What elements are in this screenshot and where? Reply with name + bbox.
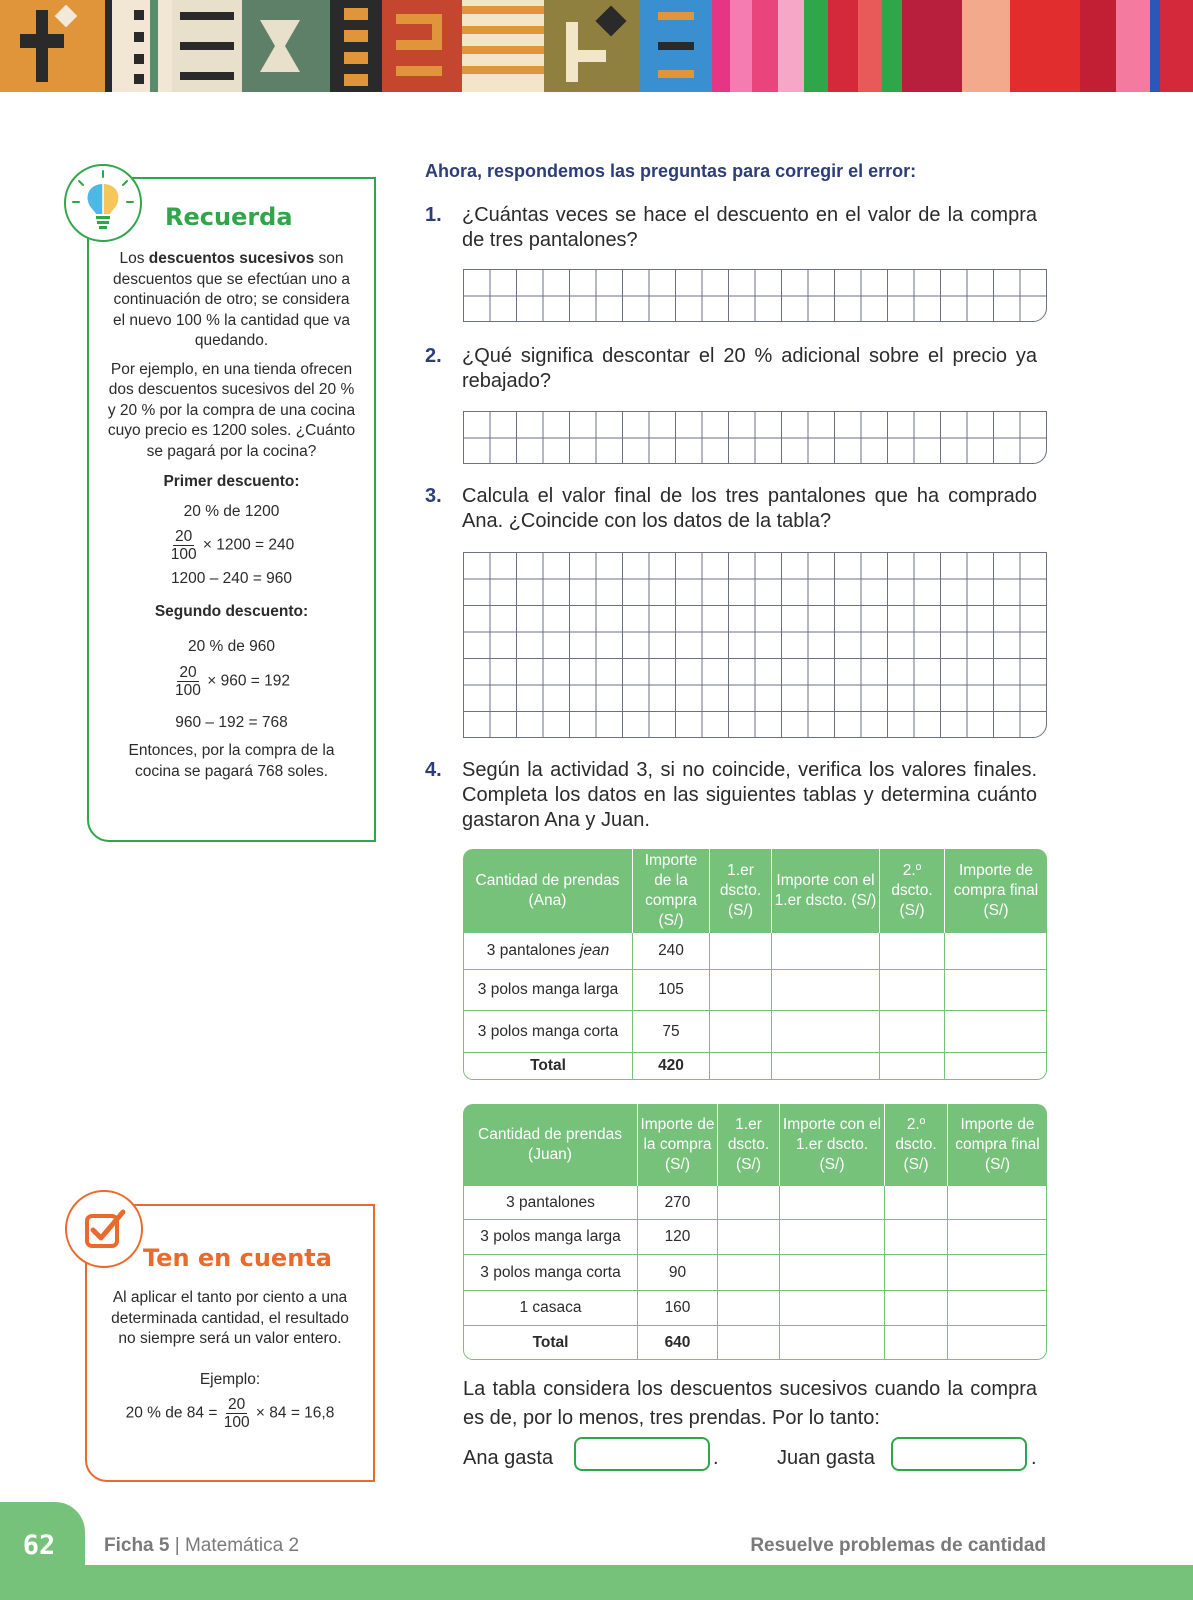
- second-discount-result: 960 – 192 = 768: [175, 713, 288, 731]
- example-calc: 20 % de 84 = $\frac{20}{100}$ × 84 = 16,8: [125, 1396, 335, 1431]
- footer-ficha: Ficha 5 | Matemática 2: [104, 1535, 300, 1556]
- blank-cell[interactable]: [948, 1186, 1047, 1220]
- blank-cell[interactable]: [945, 1053, 1047, 1080]
- ana-amount: 75: [633, 1011, 710, 1053]
- ana-total-value: 420: [633, 1053, 710, 1080]
- blank-cell[interactable]: [948, 1255, 1047, 1291]
- juan-header-quantity: Cantidad de prendas (Juan): [463, 1104, 638, 1186]
- second-discount-line: 20 % de 960: [187, 638, 276, 655]
- recuerda-box: [87, 177, 376, 842]
- textile-banner: [0, 0, 1193, 92]
- ana-header-final-amount: Importe de compra final (S/): [945, 849, 1047, 933]
- ana-gasta-label: Ana gasta: [463, 1447, 554, 1469]
- blank-cell[interactable]: [945, 933, 1047, 970]
- question-1: 1. ¿Cuántas veces se hace el descuento en el valor de la compra de tres pantalones?: [425, 204, 1037, 251]
- table-row: [463, 1186, 1047, 1220]
- ten-en-cuenta-title: Ten en cuenta: [143, 1244, 332, 1272]
- ana-amount: 105: [633, 970, 710, 1011]
- blank-cell[interactable]: [885, 1220, 948, 1255]
- blank-cell[interactable]: [780, 1326, 885, 1360]
- blank-cell[interactable]: [718, 1291, 780, 1326]
- juan-item: 3 polos manga larga: [463, 1220, 638, 1255]
- blank-cell[interactable]: [885, 1326, 948, 1360]
- blank-cell[interactable]: [718, 1326, 780, 1360]
- first-discount-result: 1200 – 240 = 960: [170, 570, 293, 587]
- juan-answer-period: .: [1031, 1447, 1037, 1469]
- recuerda-title: Recuerda: [165, 203, 293, 231]
- answer-grid-3[interactable]: [463, 552, 1047, 738]
- ana-header-second-discount: 2.º dscto. (S/): [880, 849, 945, 933]
- blank-cell[interactable]: [718, 1220, 780, 1255]
- ana-answer-period: .: [713, 1447, 719, 1469]
- blank-cell[interactable]: [948, 1326, 1047, 1360]
- blank-cell[interactable]: [885, 1291, 948, 1326]
- table-row: [463, 970, 1047, 1011]
- blank-cell[interactable]: [948, 1220, 1047, 1255]
- table-row: [463, 933, 1047, 970]
- recuerda-definition: Los descuentos sucesivos son descuentos que se efectúan uno a continuación de otro; se considera el nuevo 100 % la cantidad que va quedando.: [113, 250, 350, 349]
- ten-en-cuenta-box: [85, 1204, 375, 1482]
- brain-bulb-icon: [64, 164, 142, 242]
- blank-cell[interactable]: [772, 1053, 880, 1080]
- question-4: 4. Según la actividad 3, si no coincide, verifica los valores finales. Completa los datos en las siguientes tablas y determina cuánto gastaron Ana y Juan.: [425, 759, 1037, 831]
- ana-answer-box[interactable]: [574, 1437, 710, 1471]
- first-discount-fraction: $\frac{20}{100}$ × 1200 = 240: [170, 528, 295, 563]
- juan-amount: 160: [638, 1291, 718, 1326]
- ana-total-label: Total: [463, 1053, 633, 1080]
- blank-cell[interactable]: [880, 933, 945, 970]
- juan-item: 1 casaca: [463, 1291, 638, 1326]
- second-discount-fraction: $\frac{20}{100}$ × 960 = 192: [175, 663, 290, 699]
- blank-cell[interactable]: [718, 1186, 780, 1220]
- recuerda-example: Por ejemplo, en una tienda ofrecen dos descuentos sucesivos del 20 % y 20 % por la compra de una cocina cuyo precio es 1200 soles. ¿Cuánto se pagará por la cocina?: [107, 360, 356, 460]
- intro-heading: Ahora, respondemos las preguntas para corregir el error:: [425, 161, 917, 181]
- answer-grid-2[interactable]: [463, 411, 1047, 464]
- blank-cell[interactable]: [710, 1053, 772, 1080]
- table-row: [463, 1255, 1047, 1291]
- blank-cell[interactable]: [772, 1011, 880, 1053]
- question-3: 3. Calcula el valor final de los tres pantalones que ha comprado Ana. ¿Coincide con los datos de la tabla?: [425, 485, 1037, 532]
- recuerda-conclusion: Entonces, por la compra de la cocina se pagará 768 soles.: [128, 742, 335, 780]
- juan-amount: 270: [638, 1186, 718, 1220]
- juan-header-final-amount: Importe de compra final (S/): [948, 1104, 1047, 1186]
- ana-item: 3 polos manga corta: [463, 1011, 633, 1053]
- blank-cell[interactable]: [780, 1186, 885, 1220]
- ana-header-amount-after-first: Importe con el 1.er dscto. (S/): [772, 849, 880, 933]
- blank-cell[interactable]: [945, 970, 1047, 1011]
- blank-cell[interactable]: [880, 1011, 945, 1053]
- table-row: [463, 1220, 1047, 1255]
- juan-header-first-discount: 1.er dscto. (S/): [718, 1104, 780, 1186]
- table-row-total: [463, 1326, 1047, 1360]
- juan-item: 3 pantalones: [463, 1186, 638, 1220]
- juan-header-second-discount: 2.º dscto. (S/): [885, 1104, 948, 1186]
- juan-total-value: 640: [638, 1326, 718, 1360]
- blank-cell[interactable]: [880, 970, 945, 1011]
- blank-cell[interactable]: [780, 1220, 885, 1255]
- juan-amount: 90: [638, 1255, 718, 1291]
- juan-gasta-label: Juan gasta: [777, 1447, 875, 1469]
- ana-amount: 240: [633, 933, 710, 970]
- blank-cell[interactable]: [772, 933, 880, 970]
- blank-cell[interactable]: [885, 1186, 948, 1220]
- ana-header-amount: Importe de la compra (S/): [633, 849, 710, 933]
- blank-cell[interactable]: [948, 1291, 1047, 1326]
- juan-table: [463, 1104, 1047, 1360]
- table-row: [463, 1291, 1047, 1326]
- first-discount-heading: Primer descuento:: [163, 473, 300, 490]
- ana-header-first-discount: 1.er dscto. (S/): [710, 849, 772, 933]
- juan-item: 3 polos manga corta: [463, 1255, 638, 1291]
- juan-header-amount-after-first: Importe con el 1.er dscto. (S/): [780, 1104, 885, 1186]
- question-2: 2. ¿Qué significa descontar el 20 % adicional sobre el precio ya rebajado?: [425, 345, 1037, 392]
- blank-cell[interactable]: [880, 1053, 945, 1080]
- page-number: 62: [22, 1530, 56, 1561]
- juan-amount: 120: [638, 1220, 718, 1255]
- checkbox-check-icon: [65, 1190, 143, 1268]
- second-discount-heading: Segundo descuento:: [154, 602, 309, 620]
- ana-item: 3 pantalones jean: [463, 933, 633, 970]
- juan-answer-box[interactable]: [891, 1437, 1027, 1471]
- example-label: Ejemplo:: [199, 1370, 261, 1388]
- ana-table: [463, 849, 1047, 1080]
- first-discount-line: 20 % de 1200: [183, 502, 280, 520]
- blank-cell[interactable]: [885, 1255, 948, 1291]
- juan-header-amount: Importe de la compra (S/): [638, 1104, 718, 1186]
- blank-cell[interactable]: [772, 970, 880, 1011]
- ten-en-cuenta-text: Al aplicar el tanto por ciento a una determinada cantidad, el resultado no siempre será un valor entero.: [111, 1289, 349, 1347]
- ana-header-quantity: Cantidad de prendas (Ana): [463, 849, 633, 933]
- ana-item: 3 polos manga larga: [463, 970, 633, 1011]
- footer-competency: Resuelve problemas de cantidad: [750, 1535, 1046, 1556]
- conclusion-text: La tabla considera los descuentos sucesivos cuando la compra es de, por lo menos, tres prendas. Por lo tanto:: [463, 1378, 1037, 1429]
- blank-cell[interactable]: [780, 1255, 885, 1291]
- table-row-total: [463, 1053, 1047, 1080]
- blank-cell[interactable]: [945, 1011, 1047, 1053]
- blank-cell[interactable]: [710, 1011, 772, 1053]
- juan-total-label: Total: [463, 1326, 638, 1360]
- table-row: [463, 1011, 1047, 1053]
- blank-cell[interactable]: [780, 1291, 885, 1326]
- footer-bar: [0, 1565, 1193, 1600]
- blank-cell[interactable]: [710, 933, 772, 970]
- blank-cell[interactable]: [718, 1255, 780, 1291]
- blank-cell[interactable]: [710, 970, 772, 1011]
- answer-grid-1[interactable]: [463, 269, 1047, 322]
